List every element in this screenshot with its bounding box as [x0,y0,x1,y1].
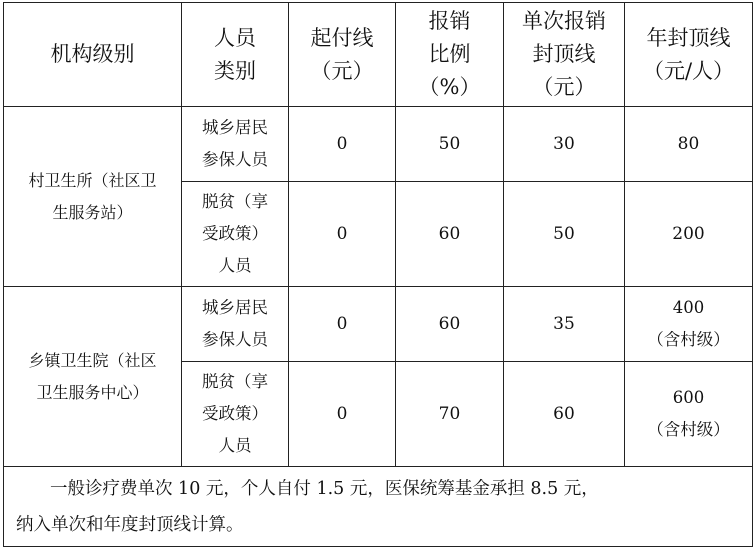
single-cap-cell: 35 [504,287,625,362]
deductible-cell: 0 [289,182,396,287]
ratio-cell: 70 [396,362,504,467]
single-cap-cell: 30 [504,107,625,182]
annual-cap-cell: 400 （含村级） [625,287,753,362]
table-row [4,287,753,362]
header-annual-cap: 年封顶线 （元/人） [625,3,753,107]
header-deductible: 起付线 （元） [289,3,396,107]
deductible-cell: 0 [289,287,396,362]
footnote-line: 一般诊疗费单次 10 元，个人自付 1.5 元，医保统筹基金承担 8.5 元， [50,478,599,499]
single-cap-cell: 60 [504,362,625,467]
annual-cap-cell: 200 [625,182,753,287]
deductible-cell: 0 [289,107,396,182]
header-single-cap: 单次报销 封顶线 （元） [504,3,625,107]
footnote [4,467,753,547]
header-org-level: 机构级别 [4,3,182,107]
footnote-line: 纳入单次和年度封顶线计算。 [16,514,244,535]
deductible-cell: 0 [289,362,396,467]
single-cap-cell: 50 [504,182,625,287]
category-cell: 城乡居民 参保人员 [182,107,289,182]
category-cell: 脱贫（享 受政策） 人员 [182,362,289,467]
annual-cap-cell: 600 （含村级） [625,362,753,467]
header-reimbursement-ratio: 报销 比例 （%） [396,3,504,107]
category-cell: 脱贫（享 受政策） 人员 [182,182,289,287]
header-personnel-category: 人员 类别 [182,3,289,107]
category-cell: 城乡居民 参保人员 [182,287,289,362]
ratio-cell: 60 [396,287,504,362]
ratio-cell: 60 [396,182,504,287]
header-row [4,3,753,107]
org-village-clinic: 村卫生所（社区卫 生服务站） [4,107,182,287]
ratio-cell: 50 [396,107,504,182]
annual-cap-cell: 80 [625,107,753,182]
table-row [4,107,753,182]
note-row [4,467,753,547]
reimbursement-table [3,2,753,547]
org-township-hospital: 乡镇卫生院（社区 卫生服务中心） [4,287,182,467]
